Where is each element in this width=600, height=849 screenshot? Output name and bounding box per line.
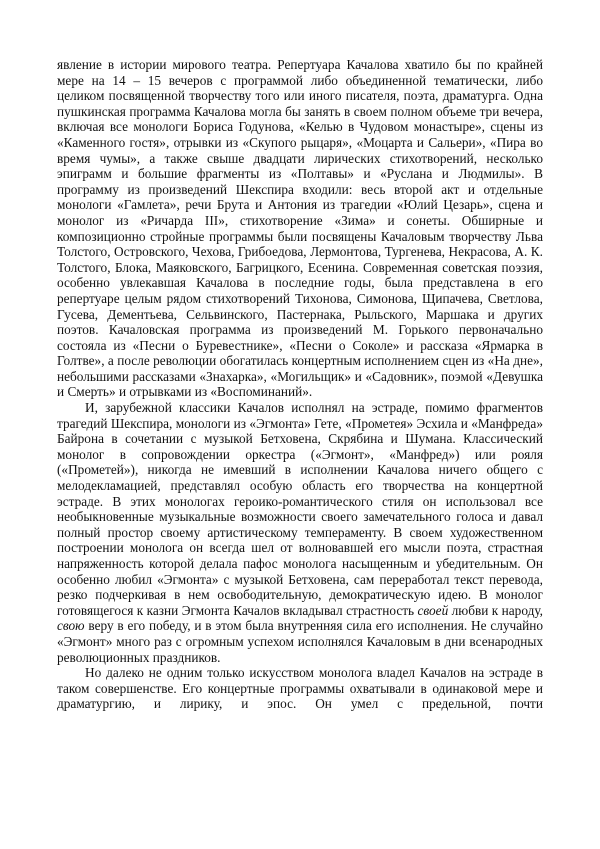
paragraph-text: любви к народу,	[448, 602, 543, 618]
italic-word-svoey: своей	[417, 602, 449, 618]
paragraph-text: веру в его победу, и в этом была внутренняя сила его исполнения. Не случайно «Эгмонт» много раз с огромным успехом исполнялся Качаловым в дни всенародных революционных праздников.	[57, 618, 543, 665]
paragraph-concert-programs: Но далеко не одним только искусством монолога владел Качалов на эстраде в таком совершенстве. Его концертные программы охватывали в одинаковой мере и драматургию, и лирику, и эпос. Он умел с предельной, почти	[57, 665, 543, 712]
paragraph-repertoire: явление в истории мирового театра. Репертуара Качалова хватило бы по крайней мере на 14 – 15 вечеров с программой либо объединенной тематически, либо целиком посвященной творчеству того или иного писателя, поэта, драматурга. Одна пушкинская программа Качалова могла бы занять в своем полном объеме три вечера, включая все монологи Бориса Годунова, «Келью в Чудовом монастыре», сцены из «Каменного гостя», отрывки из «Скупого рыцаря», «Моцарта и Сальери», «Пира во время чумы», а также свыше двадцати лирических стихотворений, несколько эпиграмм и большие фрагменты из «Полтавы» и «Руслана и Людмилы». В программу из произведений Шекспира входили: весь второй акт и отдельные монологи «Гамлета», речи Брута и Антония из трагедии «Юлий Цезарь», сцена и монолог из «Ричарда III», стихотворение «Зима» и сонеты. Обширные и композиционно стройные программы были посвящены Качаловым творчеству Льва Толстого, Островского, Чехова, Грибоедова, Лермонтова, Тургенева, Некрасова, А. К. Толстого, Блока, Маяковского, Багрицкого, Есенина. Современная советская поэзия, особенно увлекавшая Качалова в последние годы, была представлена в его репертуаре целым рядом стихотворений Тихонова, Симонова, Щипачева, Светлова, Гусева, Дементьева, Сельвинского, Пастернака, Рыльского, Маршака и других поэтов. Качаловская программа из произведений М. Горького первоначально состояла из «Песни о Буревестнике», «Песни о Соколе» и рассказа «Ярмарка в Голтве», а после революции обогатилась концертным исполнением сцен из «На дне», небольшими рассказами «Знахарка», «Могильщик» и «Садовник», поэмой «Девушка и Смерть» и отрывками из «Воспоминаний».	[57, 57, 543, 400]
paragraph-text: И, зарубежной классики Качалов исполнял на эстраде, помимо фрагментов трагедий Шекспира, монологи из «Эгмонта» Гете, «Прометея» Эсхила и «Манфреда» Байрона в сочетании с музыкой Бетховена, Скрябина и Шумана. Классический монолог в сопровождении оркестра («Эгмонт», «Манфред») или рояля («Прометей»), никогда не имевший в исполнении Качалова ничего общего с мелодекламацией, представлял особую область его творчества на концертной эстраде. В этих монологах героико-романтического стиля он использовал все необыкновенные музыкальные возможности своего замечательного голоса и давал полный простор своему артистическому темпераменту. В своем художественном построении монолога он всегда шел от волновавшей его мысли поэта, страстная напряженность которой делала пафос монолога насыщенным и убедительным. Он особенно любил «Эгмонта» с музыкой Бетховена, сам переработал текст перевода, резко подчеркивая в нем освободительную, демократическую идею. В монолог готовящегося к казни Эгмонта Качалов вкладывал страстность	[57, 400, 543, 618]
paragraph-foreign-classics	[57, 400, 543, 665]
italic-word-svoyu: свою	[57, 618, 85, 634]
document-page	[57, 57, 543, 712]
